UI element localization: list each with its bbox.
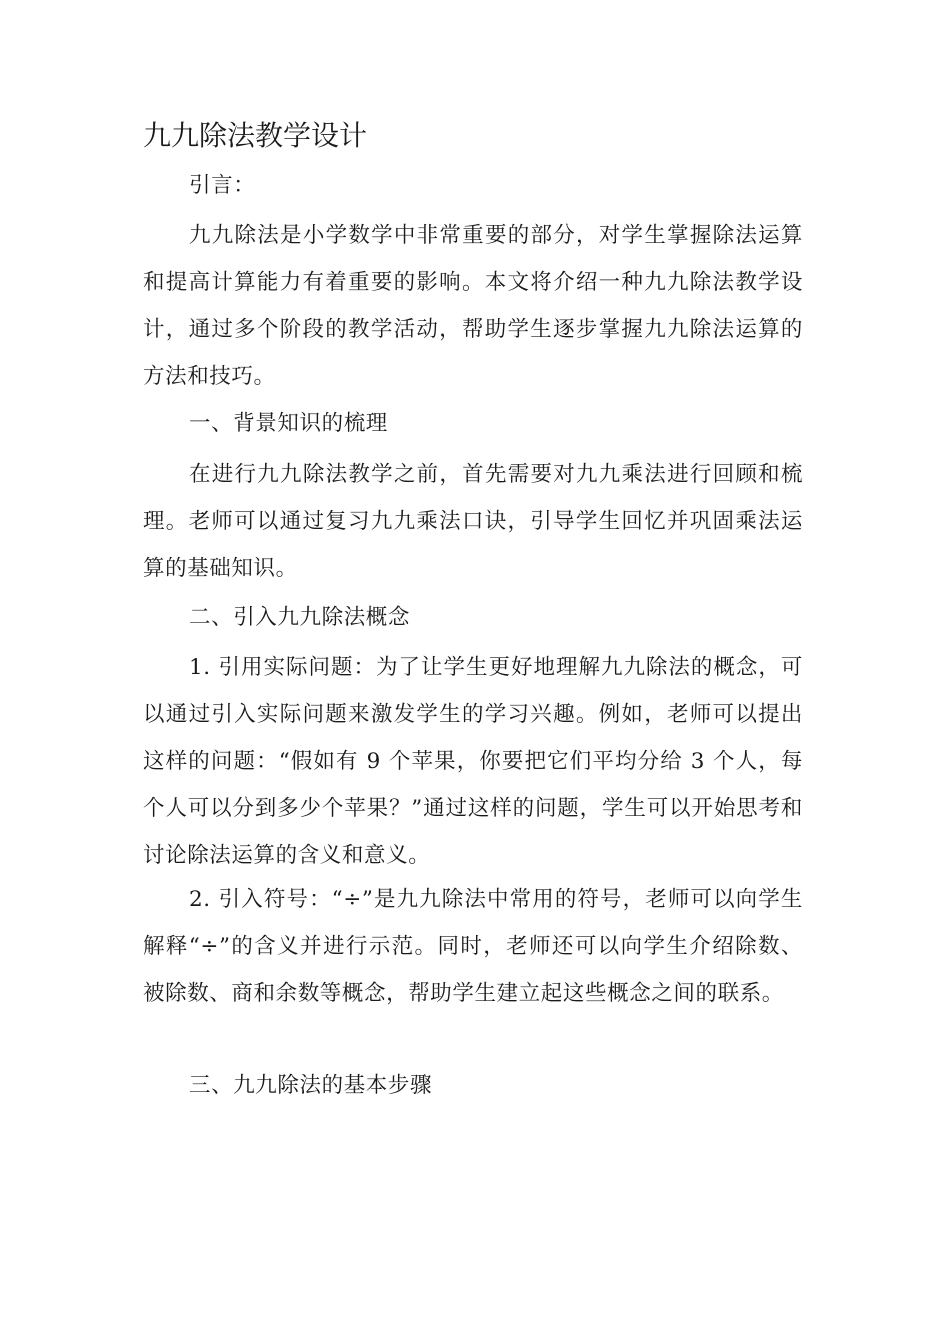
- section-heading-steps: 三、九九除法的基本步骤: [189, 1073, 433, 1098]
- concept-paragraph-symbol: 2. 引入符号：“÷”是九九除法中常用的符号，老师可以向学生解释“÷”的含义并进行示范。同时，老师还可以向学生介绍除数、被除数、商和余数等概念，帮助学生建立起这些概念之间的联系。: [143, 887, 803, 1006]
- intro-heading: 引言：: [189, 173, 256, 198]
- concept-paragraph-practical-problem: 1. 引用实际问题：为了让学生更好地理解九九除法的概念，可以通过引入实际问题来激发学生的学习兴趣。例如，老师可以提出这样的问题：“假如有 9 个苹果，你要把它们平均分给 3 个人，每个人可以分到多少个苹果？”通过这样的问题，学生可以开始思考和讨论除法运算的含义和意义。: [143, 655, 803, 868]
- intro-paragraph: 九九除法是小学数学中非常重要的部分，对学生掌握除法运算和提高计算能力有着重要的影响。本文将介绍一种九九除法教学设计，通过多个阶段的教学活动，帮助学生逐步掌握九九除法运算的方法和技巧。: [143, 223, 803, 389]
- section-heading-concept: 二、引入九九除法概念: [189, 605, 411, 630]
- document-title: 九九除法教学设计: [143, 119, 368, 152]
- background-paragraph: 在进行九九除法教学之前，首先需要对九九乘法进行回顾和梳理。老师可以通过复习九九乘法口诀，引导学生回忆并巩固乘法运算的基础知识。: [143, 462, 803, 581]
- section-heading-background: 一、背景知识的梳理: [189, 411, 388, 436]
